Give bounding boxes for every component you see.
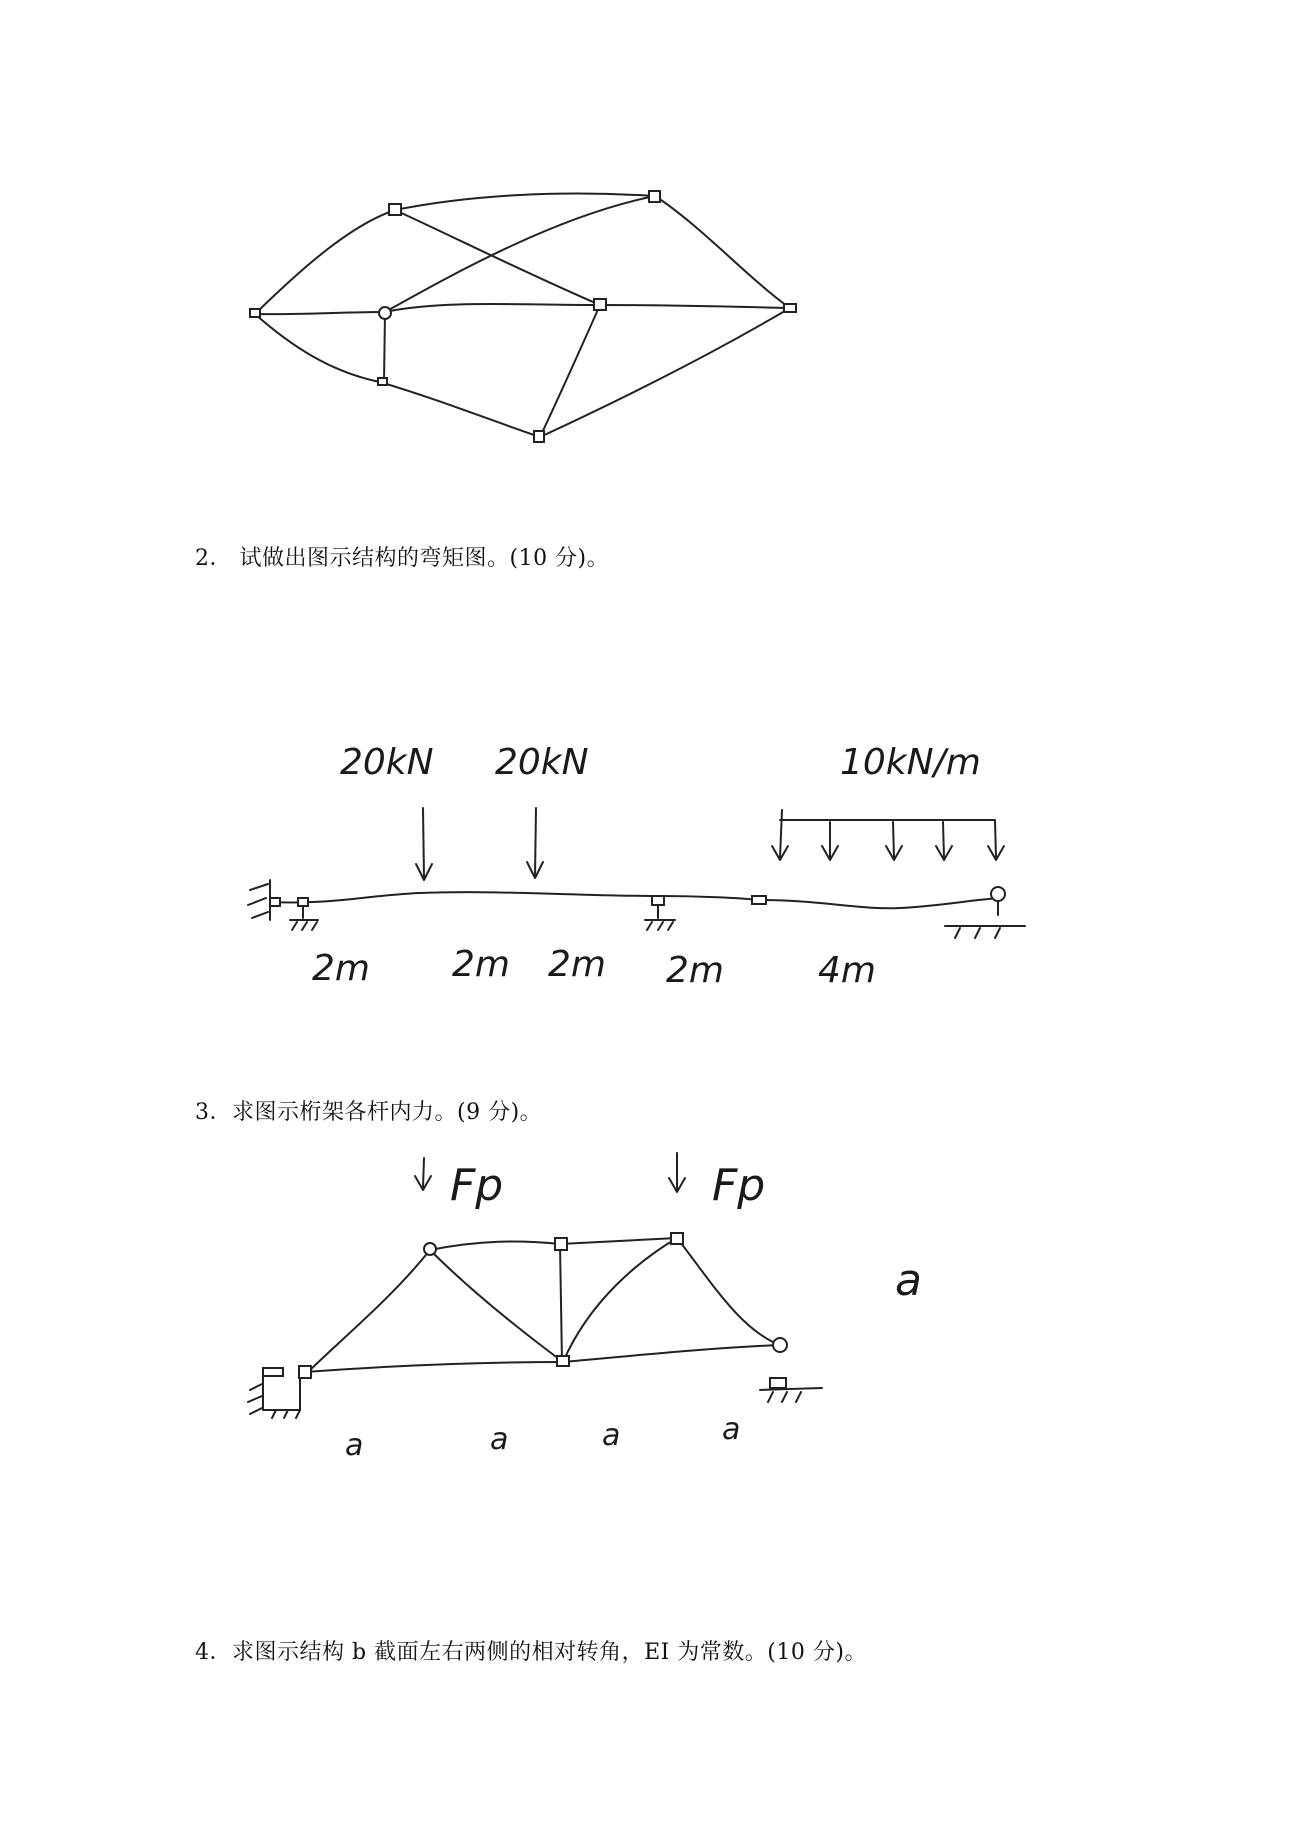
truss-members	[305, 1238, 780, 1375]
distributed-load-label: 10kN/m	[840, 742, 981, 783]
beam-span-1: 2m	[312, 948, 370, 989]
point-load-2-label: 20kN	[495, 742, 589, 783]
beam-span-2: 2m	[452, 944, 510, 985]
truss-span-3: a	[602, 1418, 621, 1453]
truss-supports	[248, 1368, 822, 1418]
truss-nodes	[299, 1233, 787, 1378]
truss-load-2-label: Fp	[712, 1160, 766, 1211]
question-4-text: 4．求图示结构 b 截面左右两侧的相对转角，EI 为常数。(10 分)。	[195, 1640, 867, 1665]
beam-span-4: 2m	[666, 950, 724, 991]
truss-height-label: a	[895, 1255, 922, 1306]
truss-span-1: a	[345, 1428, 364, 1463]
beam-span-5: 4m	[818, 950, 876, 991]
truss-span-4: a	[722, 1412, 741, 1447]
question-2-text: 2． 试做出图示结构的弯矩图。(10 分)。	[195, 546, 610, 571]
truss-load-1-label: Fp	[450, 1160, 504, 1211]
point-load-1-label: 20kN	[340, 742, 434, 783]
truss-span-2: a	[490, 1422, 509, 1457]
beam-span-3: 2m	[548, 944, 606, 985]
question-3-text: 3．求图示桁架各杆内力。(9 分)。	[195, 1100, 543, 1125]
